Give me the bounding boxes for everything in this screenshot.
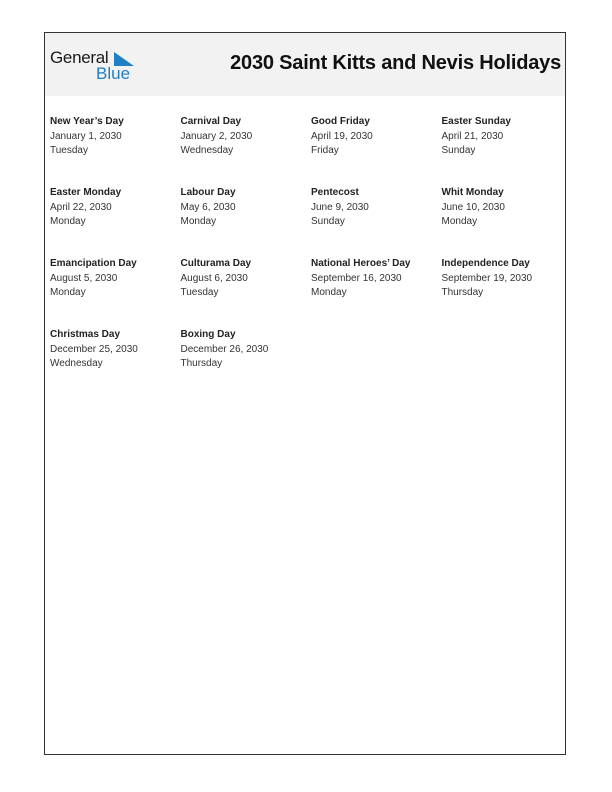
holiday-item: [50, 186, 181, 257]
logo-text-general: General: [50, 48, 109, 67]
holiday-item: [442, 115, 562, 186]
holiday-name: Boxing Day: [180, 329, 236, 340]
holiday-date: January 1, 2030: [50, 130, 122, 142]
holiday-weekday: Wednesday: [180, 145, 234, 156]
holiday-weekday: Monday: [311, 287, 347, 298]
holiday-date: April 22, 2030: [50, 201, 112, 213]
holiday-weekday: Wednesday: [50, 358, 103, 369]
header-band: [45, 33, 565, 96]
holiday-name: New Year’s Day: [50, 116, 124, 127]
holiday-item: [181, 328, 312, 399]
holiday-weekday: Monday: [50, 216, 86, 227]
holiday-item: [442, 257, 562, 328]
holiday-item: [181, 186, 312, 257]
holiday-date: June 9, 2030: [311, 201, 369, 213]
holiday-date: September 19, 2030: [441, 272, 533, 284]
holiday-weekday: Thursday: [180, 358, 223, 369]
holiday-date: August 5, 2030: [50, 272, 118, 284]
holiday-weekday: Tuesday: [180, 287, 219, 298]
holiday-date: April 19, 2030: [311, 130, 373, 142]
holiday-item: [181, 257, 312, 328]
holiday-name: Independence Day: [441, 258, 530, 269]
holiday-name: Good Friday: [311, 116, 370, 127]
holiday-item: [50, 328, 181, 399]
holiday-date: August 6, 2030: [180, 272, 248, 284]
holiday-name: Easter Monday: [50, 187, 122, 198]
document-title: 2030 Saint Kitts and Nevis Holidays: [230, 52, 561, 74]
holiday-weekday: Monday: [441, 216, 478, 227]
holiday-item: [442, 186, 562, 257]
holiday-item: [311, 115, 442, 186]
holiday-item: [181, 115, 312, 186]
holiday-item: [311, 186, 442, 257]
holiday-name: Pentecost: [311, 187, 359, 198]
holiday-weekday: Thursday: [441, 287, 484, 298]
holiday-date: December 25, 2030: [50, 343, 138, 355]
page-frame: [44, 32, 566, 755]
holiday-grid: [50, 115, 562, 399]
holiday-item: [50, 115, 181, 186]
logo-text-blue: Blue: [96, 64, 131, 83]
holiday-name: Labour Day: [180, 187, 236, 198]
holiday-date: September 16, 2030: [311, 272, 402, 284]
holiday-item: [311, 257, 442, 328]
holiday-weekday: Monday: [50, 287, 86, 298]
holiday-weekday: Tuesday: [50, 145, 88, 156]
holiday-name: Carnival Day: [180, 116, 242, 127]
holiday-weekday: Sunday: [441, 145, 476, 156]
holiday-name: Easter Sunday: [441, 116, 511, 127]
holiday-name: Culturama Day: [180, 258, 252, 269]
holiday-name: National Heroes’ Day: [311, 258, 411, 269]
holiday-weekday: Friday: [311, 145, 339, 156]
holiday-date: April 21, 2030: [441, 130, 504, 142]
holiday-date: December 26, 2030: [180, 343, 269, 355]
holiday-weekday: Sunday: [311, 216, 345, 227]
holiday-date: January 2, 2030: [180, 130, 253, 142]
holiday-item: [50, 257, 181, 328]
generalblue-logo: [50, 48, 140, 84]
holiday-date: May 6, 2030: [180, 201, 236, 213]
holiday-weekday: Monday: [180, 216, 217, 227]
holiday-name: Whit Monday: [441, 187, 504, 198]
holiday-name: Christmas Day: [50, 329, 121, 340]
holiday-name: Emancipation Day: [50, 258, 137, 269]
holiday-date: June 10, 2030: [441, 201, 505, 213]
